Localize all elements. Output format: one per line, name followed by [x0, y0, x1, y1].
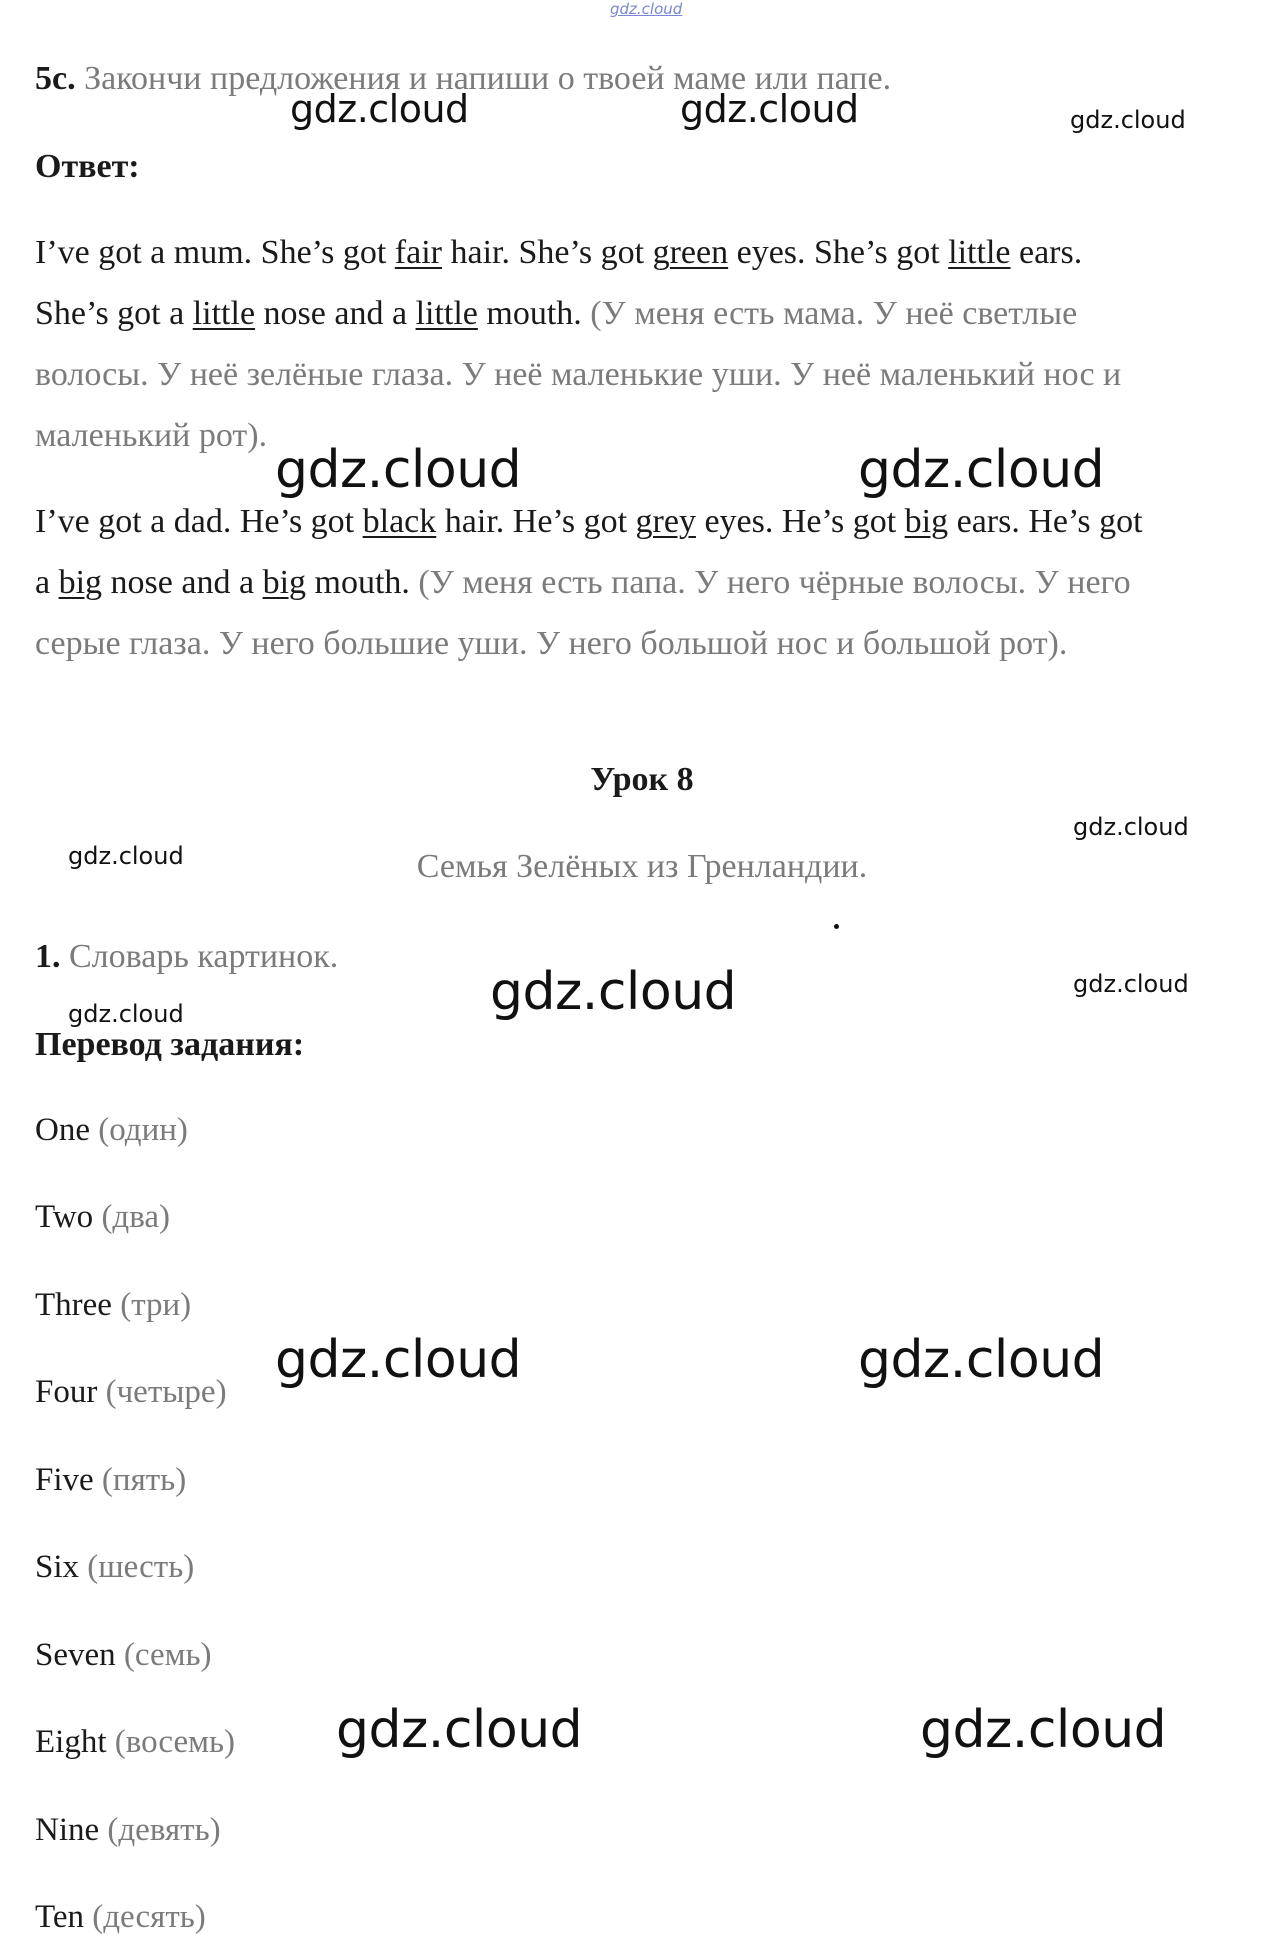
vocab-en: Seven [35, 1637, 116, 1673]
text: eyes. He’s got [695, 503, 905, 540]
watermark: gdz.cloud [680, 87, 859, 131]
mum-line-3: волосы. У неё зелёные глаза. У неё маленькие уши. У неё маленький нос и [35, 356, 1122, 393]
vocab-ru: (девять) [107, 1812, 221, 1848]
vocab-ru: (два) [101, 1199, 170, 1235]
text: hair. She’s got [441, 234, 653, 271]
watermark: gdz.cloud [1070, 106, 1186, 134]
mum-line-4: маленький рот). [35, 417, 268, 454]
text: ears. [1010, 234, 1083, 271]
vocab-ru: (четыре) [105, 1374, 227, 1410]
task-1-number: 1. [35, 938, 61, 975]
lesson-title: Урок 8 [590, 761, 694, 798]
vocab-ru: (один) [98, 1112, 188, 1148]
task-1-instruction: Словарь картинок. [69, 938, 339, 975]
watermark: gdz.cloud [68, 842, 184, 870]
watermark: gdz.cloud [275, 440, 522, 500]
vocab-item [35, 1462, 186, 1499]
vocab-ru: (семь) [123, 1637, 212, 1673]
vocab-item [35, 1374, 227, 1411]
vocab-en: Three [35, 1287, 112, 1323]
vocab-ru: (пять) [101, 1462, 187, 1498]
translation-text: (У меня есть мама. У неё светлые [581, 295, 1078, 332]
watermark: gdz.cloud [490, 962, 737, 1022]
watermark: gdz.cloud [858, 1330, 1105, 1390]
watermark: gdz.cloud [290, 87, 469, 131]
mum-line-2 [35, 297, 1077, 331]
watermark: gdz.cloud [336, 1700, 583, 1760]
vocab-en: Eight [35, 1724, 107, 1760]
vocab-en: Ten [35, 1899, 85, 1935]
underlined-word: little [192, 295, 256, 332]
underlined-word: black [362, 503, 437, 540]
vocab-item [35, 1112, 188, 1149]
translation-text: (У меня есть папа. У него чёрные волосы. У него [409, 564, 1131, 601]
text: nose and a [102, 564, 263, 601]
top-watermark: gdz.cloud [610, 0, 683, 18]
text: hair. He’s got [436, 503, 636, 540]
vocab-item [35, 1549, 194, 1586]
vocab-en: One [35, 1112, 90, 1148]
stray-dot [834, 924, 839, 929]
vocab-ru: (шесть) [87, 1549, 195, 1585]
task-5c-number: 5c. [35, 60, 76, 97]
vocab-en: Nine [35, 1812, 100, 1848]
vocab-item [35, 1637, 212, 1674]
task-5c-instruction: Закончи предложения и напиши о твоей маме или папе. [84, 60, 892, 97]
vocab-en: Five [35, 1462, 94, 1498]
vocab-ru: (восемь) [114, 1724, 236, 1760]
text: mouth. [306, 564, 410, 601]
lesson-subtitle: Семья Зелёных из Гренландии. [416, 848, 868, 885]
watermark: gdz.cloud [920, 1700, 1167, 1760]
vocab-item [35, 1199, 170, 1236]
underlined-word: little [948, 234, 1011, 271]
vocab-en: Two [35, 1199, 94, 1235]
vocab-item [35, 1724, 235, 1761]
vocab-item [35, 1899, 206, 1936]
vocab-item [35, 1287, 191, 1324]
mum-line-1 [35, 236, 1082, 270]
text: ears. He’s got [948, 503, 1143, 540]
watermark: gdz.cloud [1073, 813, 1189, 841]
vocab-en: Four [35, 1374, 98, 1410]
underlined-word: grey [635, 503, 696, 540]
vocab-ru: (десять) [92, 1899, 206, 1935]
translation-label: Перевод задания: [35, 1026, 305, 1063]
dad-line-1 [35, 505, 1143, 539]
dad-line-2 [35, 566, 1131, 600]
underlined-word: big [262, 564, 307, 601]
watermark: gdz.cloud [858, 440, 1105, 500]
text: mouth. [477, 295, 582, 332]
watermark: gdz.cloud [1073, 970, 1189, 998]
underlined-word: fair [394, 234, 442, 271]
vocab-ru: (три) [120, 1287, 192, 1323]
underlined-word: big [904, 503, 949, 540]
text: I’ve got a mum. She’s got [35, 234, 395, 271]
text: She’s got a [35, 295, 193, 332]
text: I’ve got a dad. He’s got [35, 503, 363, 540]
text: eyes. She’s got [728, 234, 949, 271]
vocab-item [35, 1812, 221, 1849]
answer-label: Ответ: [35, 148, 140, 185]
vocab-en: Six [35, 1549, 80, 1585]
underlined-word: green [652, 234, 729, 271]
watermark: gdz.cloud [275, 1330, 522, 1390]
watermark: gdz.cloud [68, 1000, 184, 1028]
underlined-word: big [58, 564, 103, 601]
text: a [35, 564, 59, 601]
task-1-heading [35, 940, 338, 974]
text: nose and a [255, 295, 416, 332]
underlined-word: little [415, 295, 478, 332]
dad-line-3: серые глаза. У него большие уши. У него большой нос и большой рот). [35, 625, 1068, 662]
